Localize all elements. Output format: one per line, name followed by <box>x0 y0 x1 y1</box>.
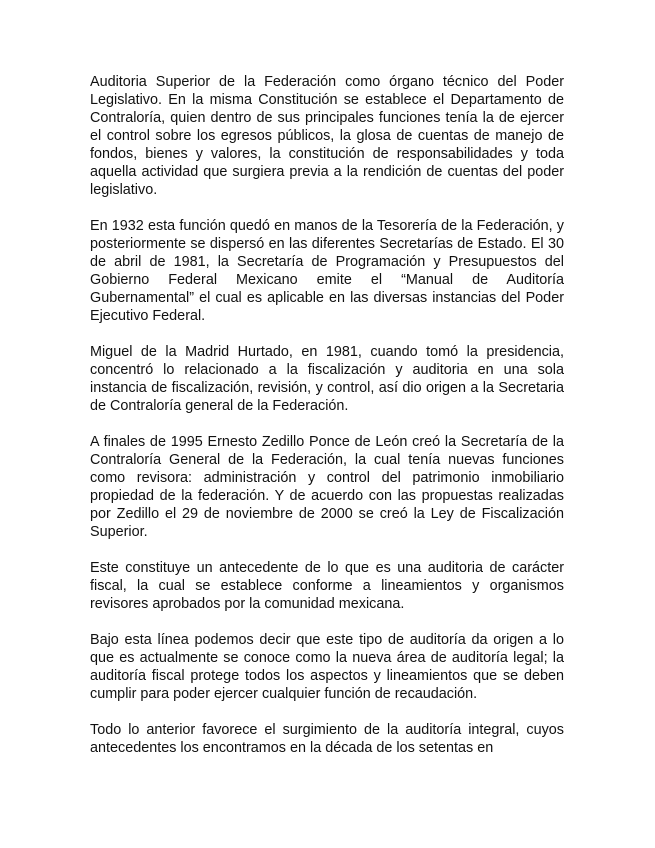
paragraph-auditoria-fiscal: Este constituye un antecedente de lo que es una auditoria de carácter fiscal, la cual se establece conforme a lineamientos y organismos revisores aprobados por la comunidad mexicana. <box>90 560 564 612</box>
paragraph-miguel-de-la-madrid: Miguel de la Madrid Hurtado, en 1981, cuando tomó la presidencia, concentró lo relacionado a la fiscalización y auditoria en una sola instancia de fiscalización, revisión, y control, así dio origen a la Secretaria de Contraloría general de la Federación. <box>90 344 564 414</box>
paragraph-auditoria-superior: Auditoria Superior de la Federación como órgano técnico del Poder Legislativo. En la misma Constitución se establece el Departamento de Contraloría, quien dentro de sus principales funciones tenía la de ejercer el control sobre los egresos públicos, la glosa de cuentas de manejo de fondos, bienes y valores, la constitución de responsabilidades y toda aquella actividad que surgiera previa a la rendición de cuentas del poder legislativo. <box>90 74 564 198</box>
paragraph-auditoria-integral: Todo lo anterior favorece el surgimiento de la auditoría integral, cuyos antecedentes los encontramos en la década de los setentas en <box>90 722 564 756</box>
paragraph-auditoria-legal: Bajo esta línea podemos decir que este tipo de auditoría da origen a lo que es actualmente se conoce como la nueva área de auditoría legal; la auditoría fiscal protege todos los aspectos y lineamientos que se deben cumplir para poder ejercer cualquier función de recaudación. <box>90 632 564 702</box>
document-page <box>90 73 564 757</box>
paragraph-1932-tesoreria: En 1932 esta función quedó en manos de la Tesorería de la Federación, y posteriormente se dispersó en las diferentes Secretarías de Estado. El 30 de abril de 1981, la Secretaría de Programación y Presupuestos del Gobierno Federal Mexicano emite el “Manual de Auditoría Gubernamental” el cual es aplicable en las diversas instancias del Poder Ejecutivo Federal. <box>90 218 564 324</box>
paragraph-zedillo-1995: A finales de 1995 Ernesto Zedillo Ponce de León creó la Secretaría de la Contraloría General de la Federación, la cual tenía nuevas funciones como revisora: administración y control del patrimonio inmobiliario propiedad de la federación. Y de acuerdo con las propuestas realizadas por Zedillo el 29 de noviembre de 2000 se creó la Ley de Fiscalización Superior. <box>90 434 564 540</box>
